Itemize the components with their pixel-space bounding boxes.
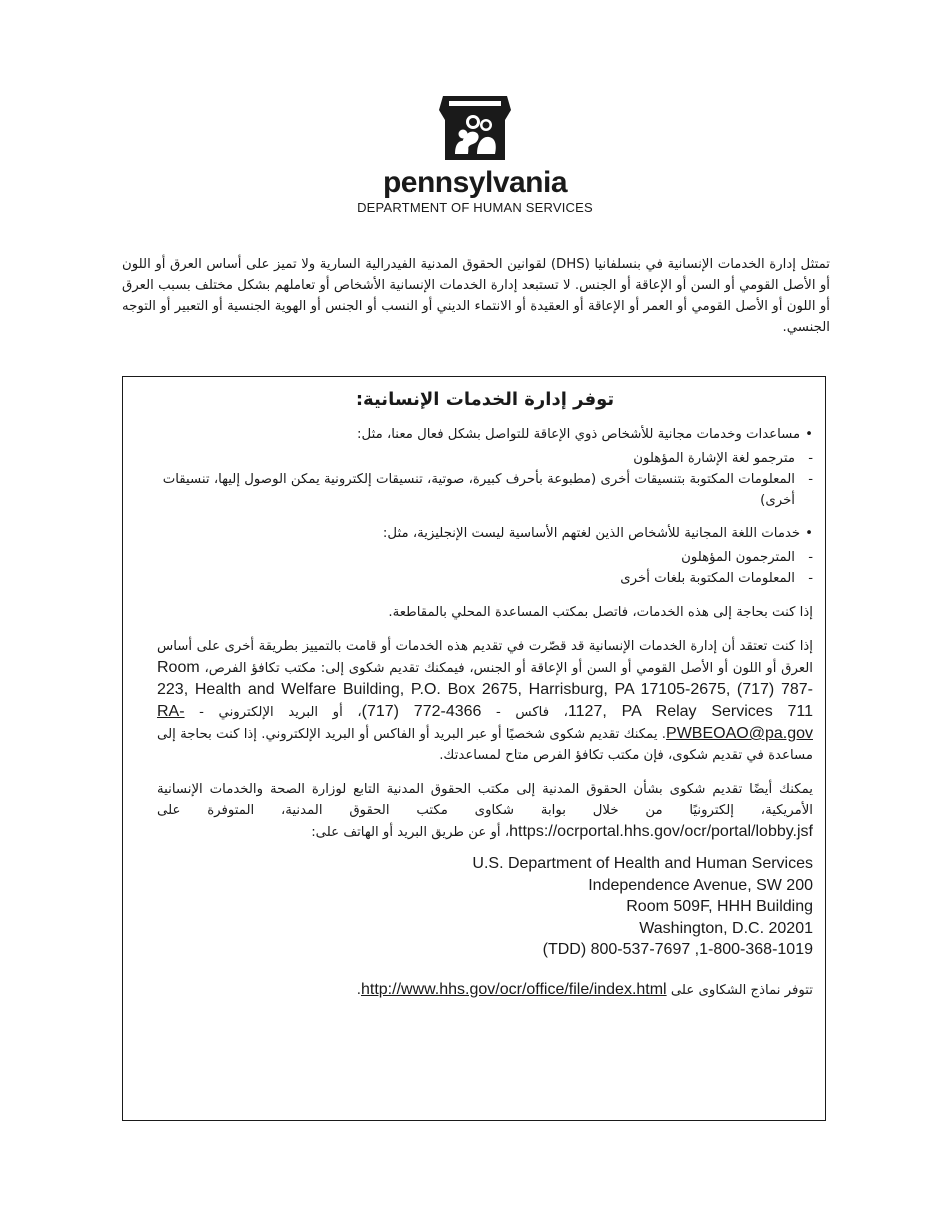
ocr-portal-url[interactable]: https://ocrportal.hhs.gov/ocr/portal/lobby.jsf xyxy=(509,823,813,840)
list-item: - المترجمون المؤهلون xyxy=(681,550,813,565)
eoo-fax: (717) 772-4366 xyxy=(361,703,482,720)
bullet-text: مساعدات وخدمات مجانية للأشخاص ذوي الإعاقة للتواصل بشكل فعال معنا، مثل: xyxy=(357,427,801,442)
bullet-language xyxy=(157,523,813,589)
list-item: - مترجمو لغة الإشارة المؤهلون xyxy=(633,451,813,466)
eoo-email-link[interactable]: RA-PWBEOAO@pa.gov xyxy=(157,703,813,742)
bullet-dot-icon: • xyxy=(805,526,813,541)
sub-list xyxy=(157,448,813,511)
federal-complaint-paragraph: يمكنك أيضًا تقديم شكوى بشأن الحقوق المدنية إلى مكتب الحقوق المدنية التابع لوزارة الصحة والخدمات الإنسانية الأمريكية، إلكترونيًا من خلال بوابة شكاوى مكتب الحقوق المدنية، المتوفرة على https://ocrportal.hhs.gov/ocr/portal/lobby.jsf، أو عن طريق البريد أو الهاتف على: xyxy=(157,782,813,840)
hhs-address-block xyxy=(157,853,813,961)
address-line: Room 509F, HHH Building xyxy=(626,898,813,915)
bullet-disability xyxy=(157,424,813,511)
address-line: U.S. Department of Health and Human Services xyxy=(472,855,813,872)
address-line: Washington, D.C. 20201 xyxy=(639,919,813,937)
keystone-family-icon xyxy=(439,92,511,164)
address-line: (TDD) 800-537-7697 ,1-800-368-1019 xyxy=(542,941,813,958)
bullet-text: خدمات اللغة المجانية للأشخاص الذين لغتهم الأساسية ليست الإنجليزية، مثل: xyxy=(382,526,801,541)
header-logo xyxy=(0,92,950,222)
forms-link[interactable]: http://www.hhs.gov/ocr/office/file/index.html xyxy=(360,980,667,998)
bullet-dot-icon: • xyxy=(805,427,813,442)
brand-name: pennsylvania xyxy=(382,166,568,199)
complaint-paragraph: إذا كنت تعتقد أن إدارة الخدمات الإنسانية قد قصّرت في تقديم هذه الخدمات أو قامت بالتمييز بطريقة أخرى على أساس العرق أو اللون أو الأصل القومي أو السن أو الإعاقة أو الجنس، فيمكنك تقديم شكوى إلى: مكتب تكافؤ الفرص، Room 223, Health and Welfare Building, P.O. Box 2675, Harrisburg, PA 17105-2675, (717) 787-1127, PA Relay Services 711، فاكس - (717) 772-4366، أو البريد الإلكتروني - RA-PWBEOAO@pa.gov. يمكنك تقديم شكوى شخصيًا أو عبر البريد أو الفاكس أو البريد الإلكتروني. إذا كنت بحاجة إلى مساعدة في تقديم شكوى، فإن مكتب تكافؤ الفرص متاح لمساعدتك. xyxy=(157,639,813,763)
list-item: - المعلومات المكتوبة بتنسيقات أخرى (مطبوعة بأحرف كبيرة، صوتية، تنسيقات إلكترونية يمكن الوصول إليها، تنسيقات أخرى) xyxy=(162,472,813,508)
forms-paragraph: تتوفر نماذج الشكاوى على http://www.hhs.gov/ocr/office/file/index.html. xyxy=(356,980,813,998)
department-name: DEPARTMENT OF HUMAN SERVICES xyxy=(357,200,593,215)
services-box xyxy=(122,376,826,1121)
eoo-address: Room 223, Health and Welfare Building, P.O. Box 2675, Harrisburg, PA 17105-2675, xyxy=(157,659,731,698)
box-heading: توفر إدارة الخدمات الإنسانية: xyxy=(355,389,615,410)
intro-paragraph: تمتثل إدارة الخدمات الإنسانية في بنسلفانيا (DHS) لقوانين الحقوق المدنية الفيدرالية السارية ولا تميز على أساس العرق أو اللون أو الأصل القومي أو السن أو الإعاقة أو الجنس. لا تستبعد إدارة الخدمات الإنسانية الأشخاص أو تعاملهم بشكل مختلف بسبب العرق أو اللون أو الأصل القومي أو العمر أو الإعاقة أو العقيدة أو الانتماء الديني أو النسب أو الجنس أو الهوية الجنسية أو التعبير أو التوجه الجنسي. xyxy=(122,257,830,335)
contact-local-text: إذا كنت بحاجة إلى هذه الخدمات، فاتصل بمكتب المساعدة المحلي بالمقاطعة. xyxy=(388,605,813,620)
sub-list xyxy=(157,547,813,589)
address-line: Independence Avenue, SW 200 xyxy=(588,876,813,894)
list-item: - المعلومات المكتوبة بلغات أخرى xyxy=(620,571,813,586)
services-box-content xyxy=(157,377,813,1001)
eoo-phone: (717) 787-1127, PA Relay Services 711 xyxy=(567,681,813,720)
